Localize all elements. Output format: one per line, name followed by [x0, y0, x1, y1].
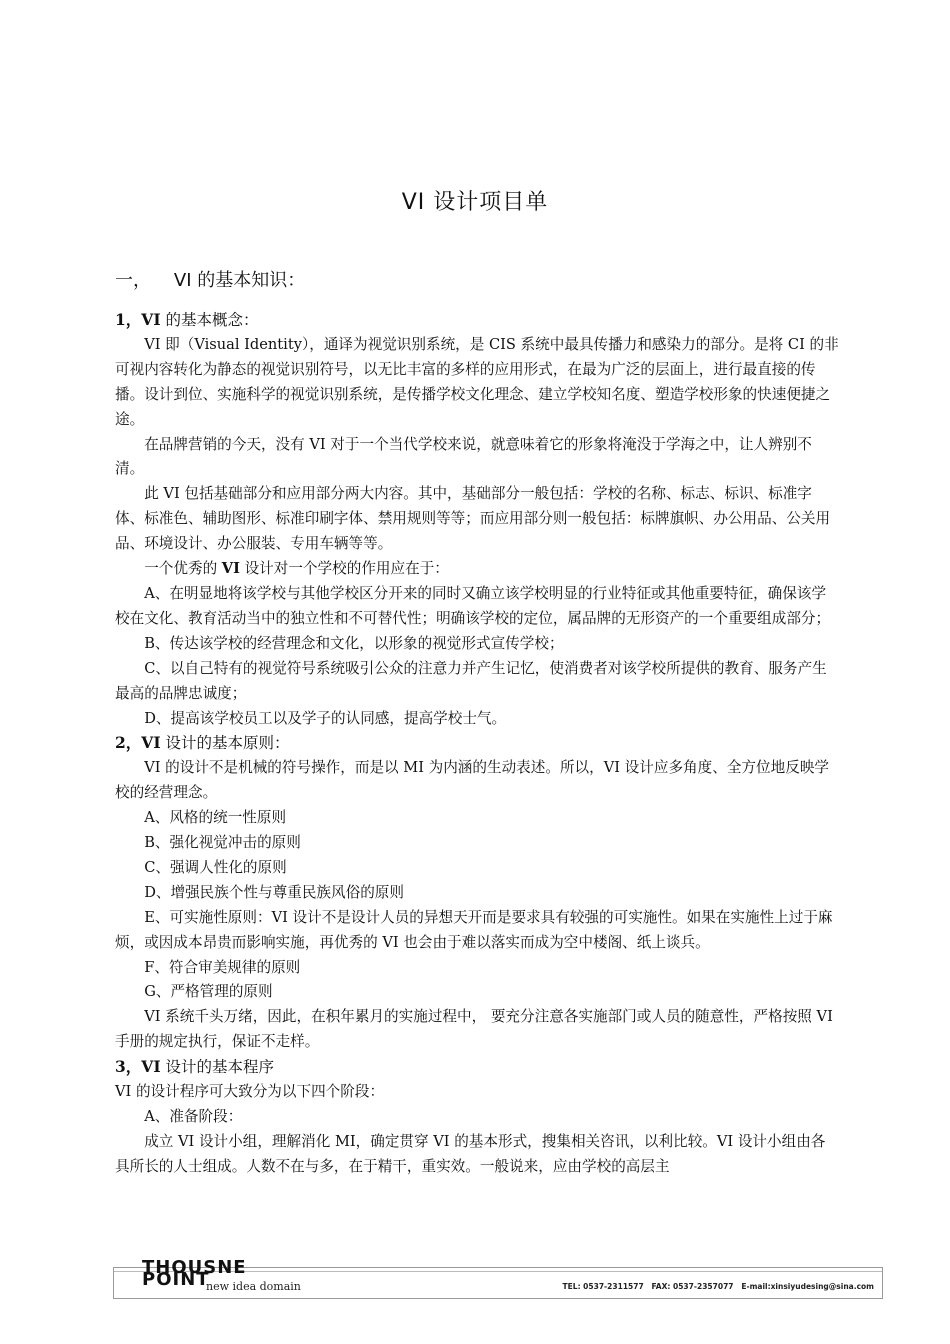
page-footer	[113, 1257, 883, 1299]
list-item: D、提高该学校员工以及学子的认同感，提高学校士气。	[144, 709, 507, 727]
paragraph-text: 一个优秀的	[144, 560, 222, 578]
subsection-bold: VI	[141, 310, 161, 329]
document-body	[115, 308, 839, 1180]
list-item: D、增强民族个性与尊重民族风俗的原则	[144, 883, 404, 901]
paragraph-bold: VI	[221, 560, 240, 578]
paragraph	[115, 557, 839, 582]
subsection-heading-2	[115, 731, 839, 756]
list-item: G、严格管理的原则	[144, 983, 273, 1001]
list-item: C、强调人性化的原则	[144, 858, 287, 876]
paragraph: 在品牌营销的今天，没有 VI 对于一个当代学校来说，就意味着它的形象将淹没于学海之中，让人辨别不清。	[115, 435, 812, 478]
list-item: A、风格的统一性原则	[144, 809, 287, 827]
list-item: F、符合审美规律的原则	[144, 958, 301, 976]
subsection-number: 2，	[115, 733, 142, 753]
list-item: C、以自己特有的视觉符号系统吸引公众的注意力并产生记忆，使消费者对该学校所提供的教育、服务产生最高的品牌忠诚度；	[115, 659, 827, 702]
paragraph-text: 设计对一个学校的作用应在于：	[239, 560, 449, 578]
subsection-bold: VI	[141, 733, 161, 753]
list-item: A、在明显地将该学校与其他学校区分开来的同时又确立该学校明显的行业特征或其他重要特征，确保该学校在文化、教育活动当中的独立性和不可替代性；明确该学校的定位，属品牌的无形资产的一个重要组成部分；	[115, 584, 831, 627]
paragraph: 成立 VI 设计小组，理解消化 MI，确定贯穿 VI 的基本形式，搜集相关咨讯，以利比较。VI 设计小组由各具所长的人士组成。人数不在与多，在于精干，重实效。一般说来，应由学校的高层主	[115, 1132, 826, 1175]
subsection-label: 设计的基本原则：	[160, 734, 290, 753]
footer-tagline: new idea domain	[206, 1280, 301, 1293]
footer-contact: TEL: 0537-2311577 FAX: 0537-2357077 E-mail:xinsiyudesing@sina.com	[562, 1282, 874, 1291]
footer-logo: THOUSNE POINT	[142, 1257, 247, 1290]
subsection-heading-3	[115, 1055, 839, 1080]
paragraph: VI 即（Visual Identity），通译为视觉识别系统，是 CIS 系统中最具传播力和感染力的部分。是将 CI 的非可视内容转化为静态的视觉识别符号，以无比丰富的多样的应用形式，在最为广泛的层面上，进行最直接的传播。设计到位、实施科学的视觉识别系统，是传播学校文化理念、建立学校知名度、塑造学校形象的快速便捷之途。	[115, 335, 839, 428]
list-item: A、准备阶段：	[144, 1108, 243, 1125]
paragraph: VI 系统千头万绪，因此，在积年累月的实施过程中， 要充分注意各实施部门或人员的随意性，严格按照 VI 手册的规定执行，保证不走样。	[115, 1008, 833, 1051]
paragraph: VI 的设计不是机械的符号操作，而是以 MI 为内涵的生动表述。所以，VI 设计应多角度、全方位地反映学校的经营理念。	[115, 759, 830, 802]
section-heading-basics: 一， VI 的基本知识：	[115, 270, 306, 291]
page-title: VI 设计项目单	[401, 190, 549, 215]
list-item: B、强化视觉冲击的原则	[144, 834, 301, 852]
paragraph: VI 的设计程序可大致分为以下四个阶段：	[115, 1083, 385, 1101]
list-item: B、传达该学校的经营理念和文化，以形象的视觉形式宣传学校；	[144, 634, 564, 652]
paragraph: 此 VI 包括基础部分和应用部分两大内容。其中，基础部分一般包括：学校的名称、标志、标识、标准字体、标准色、辅助图形、标准印刷字体、禁用规则等等；而应用部分则一般包括：标牌旗帜、办公用品、公关用品、环境设计、办公服装、专用车辆等等。	[115, 485, 831, 553]
subsection-number: 1，	[115, 310, 142, 329]
subsection-label: 设计的基本程序	[160, 1058, 275, 1077]
subsection-number: 3，	[115, 1057, 142, 1077]
subsection-bold: VI	[141, 1057, 161, 1077]
subsection-label: 的基本概念：	[160, 311, 259, 329]
subsection-heading-1	[115, 308, 839, 333]
list-item: E、可实施性原则：VI 设计不是设计人员的异想天开而是要求具有较强的可实施性。如果在实施性上过于麻烦，或因成本昂贵而影响实施，再优秀的 VI 也会由于难以落实而成为空中楼阁、纸上谈兵。	[115, 908, 833, 951]
